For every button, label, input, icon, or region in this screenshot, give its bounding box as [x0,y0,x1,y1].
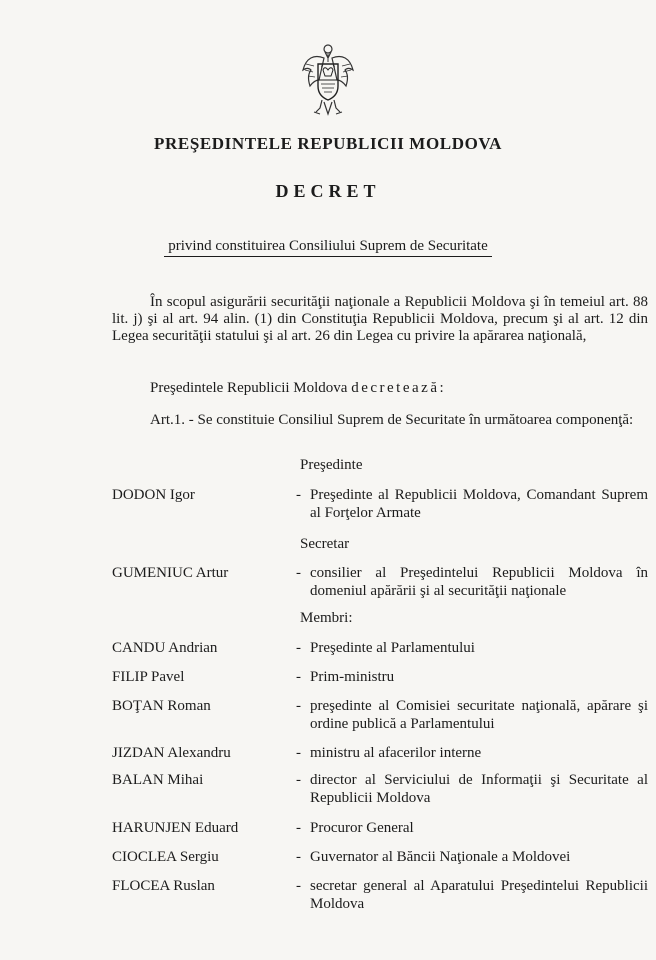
member-name: BOŢAN Roman [112,698,211,714]
decrees-line [150,380,648,397]
decree-subject-text: privind constituirea Consiliului Suprem de Securitate [164,238,492,257]
member-name: FLOCEA Ruslan [112,878,215,894]
member-name: CANDU Andrian [112,640,218,656]
member-name: GUMENIUC Artur [112,565,229,581]
member-role: Procuror General [310,820,414,836]
member-dash: - [296,820,301,836]
member-name: FILIP Pavel [112,669,185,685]
member-dash: - [296,669,301,685]
document-type: DECRET [275,181,381,201]
preamble-paragraph: În scopul asigurării securităţii naţionale a Republicii Moldova şi în temeiul art. 88 lit. j) şi al art. 94 alin. (1) din Constituţia Republicii Moldova, precum şi al art. 12 din Legea securităţii statului şi al art. 26 din Legea cu privire la apărarea naţională, [112,294,648,344]
member-role: Preşedinte al Parlamentului [310,640,475,656]
member-name: HARUNJEN Eduard [112,820,239,836]
member-dash: - [296,565,301,581]
member-dash: - [296,878,301,894]
group-title-secretary: Secretar [300,536,350,552]
member-role: Preşedinte al Republicii Moldova, Comandant Suprem al Forţelor Armate [310,487,648,521]
member-role: ministru al afacerilor interne [310,745,482,761]
decrees-word: decretează: [351,380,447,396]
member-name: JIZDAN Alexandru [112,745,231,761]
member-role: director al Serviciului de Informaţii şi Securitate al Republicii Moldova [310,772,648,806]
member-role: Prim-ministru [310,669,395,685]
member-dash: - [296,640,301,656]
member-dash: - [296,745,301,761]
member-role: secretar general al Aparatului Preşedintelui Republicii Moldova [310,878,648,912]
member-dash: - [296,698,301,714]
member-role: Guvernator al Băncii Naţionale a Moldovei [310,849,571,865]
member-role: consilier al Preşedintelui Republicii Moldova în domeniul apărării şi al securităţii naţionale [310,565,648,599]
group-title-members: Membri: [300,610,353,626]
moldova-coat-of-arms-icon [300,40,356,118]
member-dash: - [296,772,301,788]
issuer-title: PREŞEDINTELE REPUBLICII MOLDOVA [154,134,502,153]
article-1: Art.1. - Se constituie Consiliul Suprem de Securitate în următoarea componenţă: [150,412,634,428]
decree-subject [0,238,656,255]
member-name: BALAN Mihai [112,772,204,788]
member-role: preşedinte al Comisiei securitate naţională, apărare şi ordine publică a Parlamentului [310,698,648,732]
group-title-president: Preşedinte [300,457,363,473]
decrees-prefix: Preşedintele Republicii Moldova [150,380,352,396]
member-name: CIOCLEA Sergiu [112,849,219,865]
member-name: DODON Igor [112,487,195,503]
member-dash: - [296,849,301,865]
member-dash: - [296,487,301,503]
